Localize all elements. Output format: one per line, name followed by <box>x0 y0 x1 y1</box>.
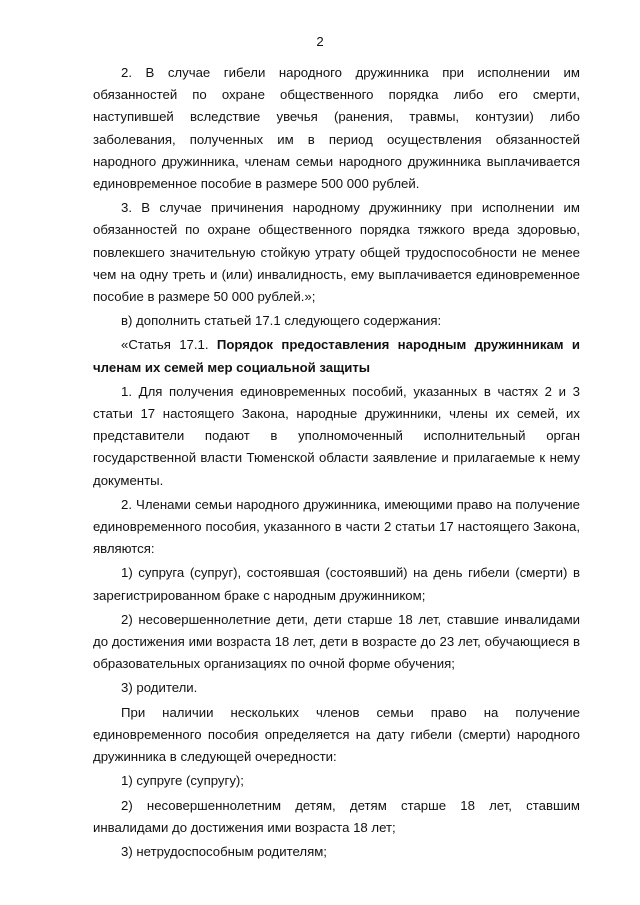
document-body <box>93 62 580 865</box>
paragraph: 2. В случае гибели народного дружинника при исполнении им обязанностей по охране общественного порядка либо его смерти, наступившей вследствие увечья (ранения, травмы, контузии) либо заболевания, полученных им в период осуществления обязанностей народного дружинника, членам семьи народного дружинника выплачивается единовременное пособие в размере 500 000 рублей. <box>93 65 580 192</box>
paragraph: 2. Членами семьи народного дружинника, имеющими право на получение единовременного пособия, указанного в части 2 статьи 17 настоящего Закона, являются: <box>93 496 580 557</box>
article-heading <box>93 334 580 378</box>
paragraph: 3) родители. <box>121 680 198 696</box>
paragraph: 1) супруге (супругу); <box>121 773 244 789</box>
paragraph: 1. Для получения единовременных пособий, указанных в частях 2 и 3 статьи 17 настоящего Закона, народные дружинники, члены их семей, их представители подают в уполномоченный исполнительный орган государственной власти Тюменской области заявление и прилагаемые к нему документы. <box>93 383 580 488</box>
paragraph: 3. В случае причинения народному дружиннику при исполнении им обязанностей по охране общественного порядка тяжкого вреда здоровью, повлекшего значительную стойкую утрату общей трудоспособности не менее чем на одну треть и (или) инвалидность, ему выплачивается единовременное пособие в размере 50 000 рублей.»; <box>93 200 580 305</box>
article-heading-title: Порядок предоставления народным дружинникам и членам их семей мер социальной защиты <box>93 337 580 375</box>
paragraph: При наличии нескольких членов семьи право на получение единовременного пособия определяется на дату гибели (смерти) народного дружинника в следующей очередности: <box>93 704 580 765</box>
paragraph: 2) несовершеннолетние дети, дети старше 18 лет, ставшие инвалидами до достижения ими возраста 18 лет, дети в возрасте до 23 лет, обучающиеся в образовательных организациях по очной форме обучения; <box>93 611 580 672</box>
paragraph: в) дополнить статьей 17.1 следующего содержания: <box>121 313 442 329</box>
page-number: 2 <box>316 34 324 49</box>
paragraph: 3) нетрудоспособным родителям; <box>121 843 327 859</box>
paragraph: 1) супруга (супруг), состоявшая (состоявший) на день гибели (смерти) в зарегистрированном браке с народным дружинником; <box>93 565 580 603</box>
article-heading-prefix: «Статья 17.1. <box>121 337 217 353</box>
paragraph: 2) несовершеннолетним детям, детям старше 18 лет, ставшим инвалидами до достижения ими возраста 18 лет; <box>93 797 580 835</box>
